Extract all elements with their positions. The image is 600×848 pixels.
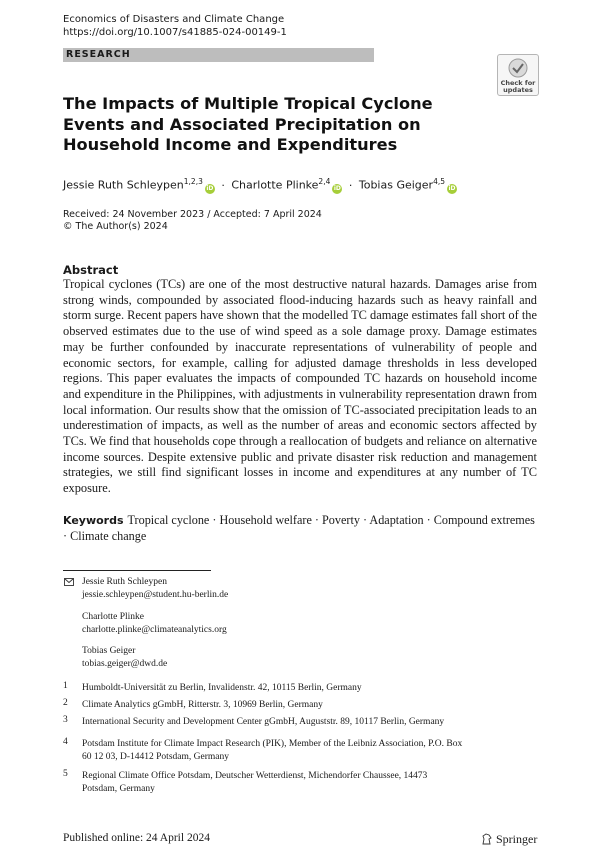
check-for-updates-badge[interactable] bbox=[497, 54, 539, 96]
publisher-name: Springer bbox=[496, 832, 538, 846]
abstract-heading: Abstract bbox=[63, 263, 119, 277]
affiliation-number: 5 bbox=[63, 769, 68, 779]
orcid-icon[interactable]: iD bbox=[206, 184, 214, 192]
author-list bbox=[63, 175, 457, 194]
author-affiliation-sup: 2,4 bbox=[318, 177, 331, 186]
crossmark-icon bbox=[508, 58, 528, 78]
section-label: RESEARCH bbox=[63, 48, 374, 62]
affiliation-text: Regional Climate Office Potsdam, Deutscher Wetterdienst, Michendorfer Chaussee, 14473 bbox=[82, 771, 428, 781]
crossmark-label: Check for updates bbox=[500, 79, 536, 94]
author-name: Jessie Ruth Schleypen bbox=[63, 178, 184, 192]
contact-name: Tobias Geiger bbox=[82, 646, 136, 656]
author-separator: · bbox=[348, 178, 353, 192]
affiliation-text: Potsdam, Germany bbox=[82, 784, 155, 794]
author-separator: · bbox=[221, 178, 225, 192]
contact-name: Charlotte Plinke bbox=[82, 612, 145, 622]
contact-email[interactable]: tobias.geiger@dwd.de bbox=[82, 659, 168, 669]
contact-email[interactable]: jessie.schleypen@student.hu-berlin.de bbox=[82, 590, 229, 600]
article-title: The Impacts of Multiple Tropical Cyclone Events and Associated Precipitation on Household Income and Expenditures bbox=[63, 94, 433, 154]
keywords-text: Tropical cyclone · Household welfare · Poverty · Adaptation · Compound extremes · Climate change bbox=[63, 513, 535, 543]
affiliation-number: 4 bbox=[63, 737, 68, 747]
copyright-notice: © The Author(s) 2024 bbox=[63, 221, 168, 232]
envelope-icon bbox=[64, 578, 74, 586]
keywords bbox=[63, 513, 537, 544]
affiliation-number: 2 bbox=[63, 698, 68, 708]
affiliation-text: 60 12 03, D-14412 Potsdam, Germany bbox=[82, 752, 229, 762]
abstract-body: Tropical cyclones (TCs) are one of the most destructive natural hazards. Damages arise from strong winds, compounded by associated flood-inducing hazards such as heavy rainfall and storm surge. Recent papers have shown that the modelled TC damage estimates fall short of the observed estimates due to the use of wind speed as a sole damage proxy. Damage estimates may be further confounded by inaccurate representations of vulnerability of people and economic sectors, for example, calling for adjusted damage thresholds in less developed regions. This paper evaluates the impacts of compounded TC hazards on household income and expenditure in the Philippines, with adjustments in vulnerability representation drawn from local information. Our results show that the omission of TC-associated precipitation leads to an underestimation of impacts, as well as the number of areas and economic sectors affected by TCs. We find that households cope through a reallocation of budgets and reliance on alternative income sources. Despite extensive public and private disaster risk reduction and management strategies, we still find significant losses in income and expenditures at any number of TC exposure. bbox=[63, 277, 537, 496]
affiliation-text: International Security and Development Center gGmbH, Auguststr. 89, 10117 Berlin, Germany bbox=[82, 717, 445, 727]
author-name: Tobias Geiger bbox=[358, 178, 434, 192]
contact-name: Jessie Ruth Schleypen bbox=[82, 577, 167, 587]
orcid-icon[interactable]: iD bbox=[448, 184, 456, 192]
contact-email[interactable]: charlotte.plinke@climateanalytics.org bbox=[82, 625, 227, 635]
author-affiliation-sup: 4,5 bbox=[433, 177, 446, 186]
affiliation-text: Climate Analytics gGmbH, Ritterstr. 3, 10969 Berlin, Germany bbox=[82, 700, 323, 710]
affiliation-text: Potsdam Institute for Climate Impact Research (PIK), Member of the Leibniz Association, P.O. Box bbox=[82, 739, 463, 749]
journal-name: Economics of Disasters and Climate Change bbox=[63, 14, 285, 25]
author-name: Charlotte Plinke bbox=[231, 178, 319, 192]
keywords-label: Keywords bbox=[63, 514, 124, 527]
footnote-divider bbox=[63, 570, 211, 571]
published-date: Published online: 24 April 2024 bbox=[63, 832, 210, 844]
publisher-logo bbox=[481, 832, 537, 847]
doi-link[interactable]: https://doi.org/10.1007/s41885-024-00149-1 bbox=[63, 27, 287, 38]
received-accepted-dates: Received: 24 November 2023 / Accepted: 7 April 2024 bbox=[63, 209, 322, 220]
affiliation-number: 1 bbox=[63, 681, 68, 691]
author-affiliation-sup: 1,2,3 bbox=[183, 177, 203, 186]
springer-horse-icon bbox=[481, 833, 493, 845]
orcid-icon[interactable]: iD bbox=[333, 184, 341, 192]
affiliation-text: Humboldt-Universität zu Berlin, Invalidenstr. 42, 10115 Berlin, Germany bbox=[82, 683, 362, 693]
affiliation-number: 3 bbox=[63, 715, 68, 725]
